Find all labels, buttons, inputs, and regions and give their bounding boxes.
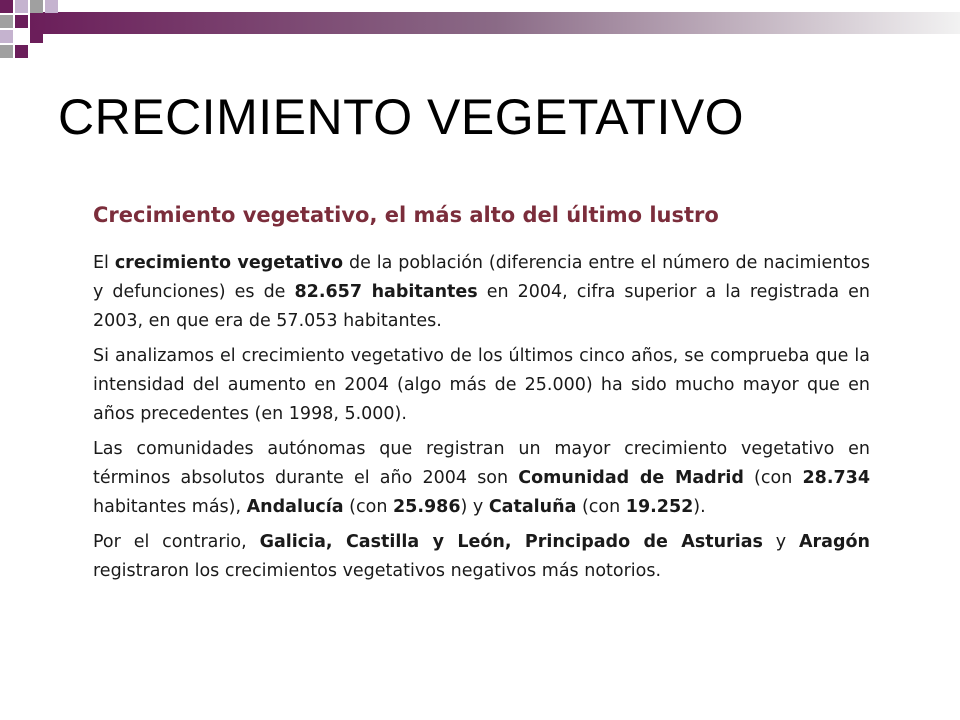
paragraph-2: Si analizamos el crecimiento vegetativo de los últimos cinco años, se comprueba que la intensidad del aumento en 2004 (algo más de 25.000) ha sido mucho mayor que en años precedentes (en 1998, 5.000). <box>93 346 870 424</box>
header-square <box>15 45 28 58</box>
header-square <box>0 30 13 43</box>
header-square <box>15 15 28 28</box>
header-square <box>30 30 43 43</box>
text: registraron los crecimientos vegetativos negativos más notorios. <box>93 561 662 581</box>
header-square <box>45 0 58 13</box>
bold-text: 28.734 <box>802 468 870 488</box>
text: (con <box>343 497 393 517</box>
header-gradient-bar <box>30 12 960 34</box>
header-square <box>0 15 13 28</box>
text: (con <box>576 497 626 517</box>
bold-text: 82.657 habitantes <box>294 282 478 302</box>
text: ). <box>693 497 706 517</box>
header-square <box>30 0 43 13</box>
bold-text: Aragón <box>799 532 870 552</box>
text: El <box>93 253 115 273</box>
article-title: Crecimiento vegetativo, el más alto del último lustro <box>93 203 719 227</box>
text: Las comunidades autónomas que registran un mayor crecimiento vegetativo en términos absolutos durante el año 2004 son <box>93 439 870 488</box>
bold-text: Andalucía <box>246 497 344 517</box>
header-decoration <box>0 0 960 60</box>
paragraph-3 <box>93 435 870 522</box>
text: de la población (diferencia entre el número de nacimientos y defunciones) es de <box>93 253 871 302</box>
header-square <box>0 45 13 58</box>
bold-text: Comunidad de Madrid <box>518 468 744 488</box>
header-square <box>0 0 13 13</box>
bold-text: Cataluña <box>488 497 577 517</box>
text: habitantes más), <box>93 497 247 517</box>
text: (con <box>743 468 803 488</box>
paragraph-1 <box>93 249 870 336</box>
bold-text: 19.252 <box>625 497 694 517</box>
text: y <box>762 532 799 552</box>
text: ) y <box>460 497 489 517</box>
article-content <box>93 203 870 592</box>
header-square <box>15 0 28 13</box>
slide-title: CRECIMIENTO VEGETATIVO <box>58 89 745 145</box>
text: en 2004, cifra superior a la registrada en 2003, en que era de 57.053 habitantes. <box>93 282 871 331</box>
paragraph-4 <box>93 528 870 586</box>
bold-text: Galicia, Castilla y León, Principado de Asturias <box>259 532 763 552</box>
bold-text: crecimiento vegetativo <box>114 253 344 273</box>
bold-text: 25.986 <box>392 497 461 517</box>
text: Por el contrario, <box>93 532 260 552</box>
